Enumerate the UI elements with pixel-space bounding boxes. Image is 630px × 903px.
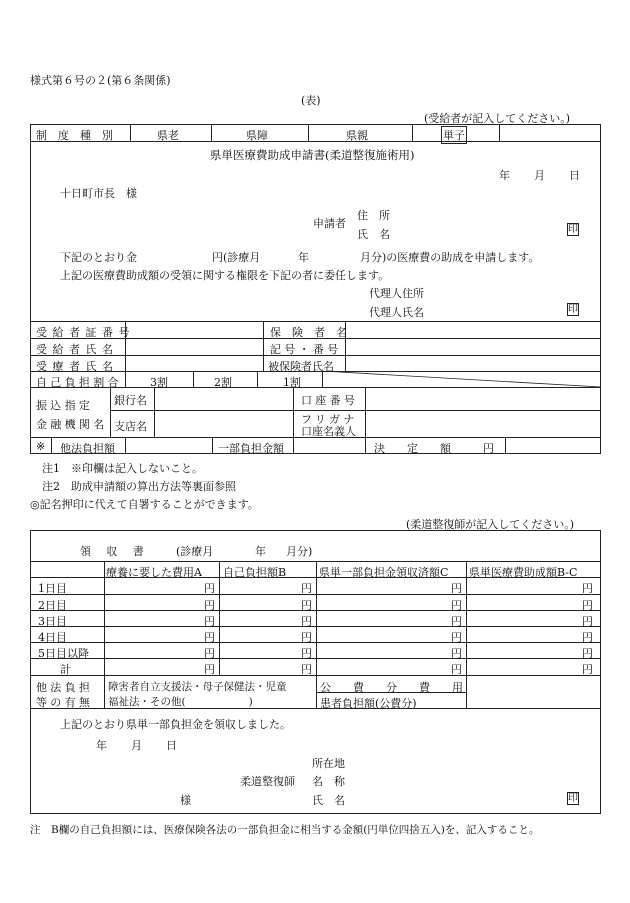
practitioner-label: 柔道整復師 — [240, 775, 295, 788]
note-2: 注2 助成申請額の算出方法等裏面参照 — [42, 480, 236, 493]
receipt-sama: 様 — [180, 794, 191, 807]
agent-address-label: 代理人住所 — [369, 287, 424, 300]
yen-mark: 円 — [204, 631, 215, 644]
yen-mark: 円 — [301, 631, 312, 644]
row-label-day1: 1日目 — [38, 582, 67, 595]
receipt-period-close: 月分) — [286, 545, 313, 558]
copay-option-3[interactable]: 3割 — [150, 376, 168, 389]
yen-mark: 円 — [204, 582, 215, 595]
receipt-day: 日 — [166, 739, 177, 752]
yen-mark: 円 — [451, 599, 462, 612]
yen-mark: 円 — [301, 615, 312, 628]
applicant-label: 申請者 — [313, 217, 346, 230]
partial-burden-label: 一部負担金額 — [218, 442, 284, 455]
applicant-seal: 印 — [568, 224, 578, 235]
other-law-text-2: 福祉法・その他( ) — [108, 696, 253, 708]
bank-institution-label: 金融機関名 — [36, 418, 108, 431]
other-law-label-2: 等の有無 — [36, 696, 94, 709]
patient-burden-label: 患者負担額(公費分) — [320, 697, 417, 710]
yen-mark: 円 — [301, 582, 312, 595]
bank-name-label: 銀行名 — [114, 394, 147, 407]
practitioner-seal: 印 — [568, 793, 578, 804]
apply-text-year: 年 — [298, 251, 309, 264]
public-expense-label: 公 費 分 費 用 — [320, 681, 463, 694]
row-label-day2: 2日目 — [38, 599, 67, 612]
front-label: (表) — [301, 94, 321, 107]
cert-number-label: 受給者証番号 — [36, 326, 135, 339]
receipt-period-year: 年 — [255, 545, 266, 558]
yen-mark: 円 — [204, 647, 215, 660]
date-month: 月 — [534, 169, 545, 182]
decided-amount-label: 決 定 額 — [374, 442, 451, 455]
insured-name-label: 被保険者氏名 — [268, 360, 334, 373]
copay-label: 自己負担割合 — [36, 376, 122, 389]
yen-mark: 円 — [451, 582, 462, 595]
yen-mark: 円 — [582, 615, 593, 628]
col-received-c: 県単一部負担金領収済額C — [319, 566, 449, 579]
row-label-day3: 3日目 — [38, 615, 67, 628]
decided-yen: 円 — [483, 442, 494, 455]
system-option-kenshou[interactable]: 県障 — [246, 129, 268, 142]
branch-name-label: 支店名 — [114, 420, 147, 433]
practitioner-title-label: 名 称 — [312, 775, 345, 788]
apply-text-rest: 月分)の医療費の助成を申請します。 — [360, 251, 540, 264]
other-burden-label: 他法負担額 — [60, 442, 115, 455]
form-number: 様式第６号の２(第６条関係) — [30, 74, 171, 87]
receipt-year: 年 — [96, 739, 107, 752]
other-law-text-1: 障害者自立支援法・母子保健法・児童 — [108, 681, 287, 693]
furigana-label: フリガナ — [301, 413, 358, 426]
practitioner-name-label: 氏 名 — [312, 794, 345, 807]
footer-note: 注 B欄の自己負担額には、医療保険各法の一部負担金に相当する金額(円単位四捨五入)を、記入すること。 — [30, 824, 540, 836]
practitioner-location-label: 所在地 — [312, 757, 345, 770]
practitioner-note: (柔道整復師が記入してください。) — [406, 518, 575, 531]
system-option-kenshin[interactable]: 県親 — [346, 129, 368, 142]
system-type-label: 制 度 種 別 — [36, 129, 113, 142]
row-label-day4: 4日目 — [38, 631, 67, 644]
copay-diagonal — [322, 371, 601, 387]
note-1: 注1 ※印欄は記入しないこと。 — [42, 462, 203, 475]
account-number-label: 口座番号 — [301, 394, 359, 407]
copay-option-2[interactable]: 2割 — [214, 376, 232, 389]
recipient-name-label: 受給者氏名 — [36, 343, 119, 356]
yen-mark: 円 — [204, 599, 215, 612]
receipt-month: 月 — [131, 739, 142, 752]
agent-name-label: 代理人氏名 — [369, 306, 424, 319]
recipient-note: (受給者が記入してください。) — [424, 112, 571, 125]
application-title: 県単医療費助成申請書(柔道整復施術用) — [210, 148, 415, 162]
col-copay-b: 自己負担額B — [223, 566, 287, 579]
system-option-kenrou[interactable]: 県老 — [157, 129, 179, 142]
yen-mark: 円 — [451, 663, 462, 676]
patient-name-label: 受療者氏名 — [36, 360, 119, 373]
copay-option-1[interactable]: 1割 — [283, 376, 301, 389]
yen-mark: 円 — [582, 647, 593, 660]
yen-mark: 円 — [301, 663, 312, 676]
bank-transfer-label: 振込指定 — [36, 399, 94, 412]
yen-mark: 円 — [451, 631, 462, 644]
date-day: 日 — [569, 169, 580, 182]
apply-text-amount: 下記のとおり金 — [60, 251, 137, 264]
yen-mark: 円 — [582, 631, 593, 644]
other-law-label-1: 他法負担 — [36, 681, 94, 694]
insurer-label: 保 険 者 名 — [270, 326, 347, 339]
col-cost-a: 療養に要した費用A — [106, 566, 202, 579]
note-3: ◎記名押印に代えて自署することができます。 — [30, 498, 259, 511]
yen-mark: 円 — [582, 663, 593, 676]
yen-mark: 円 — [204, 663, 215, 676]
addressee: 十日町市長 様 — [60, 187, 137, 200]
received-text: 上記のとおり県単一部負担金を領収しました。 — [60, 718, 291, 731]
account-holder-label: 口座名義人 — [301, 425, 356, 438]
system-option-tanshi[interactable]: 単子 — [441, 126, 467, 144]
agent-seal: 印 — [568, 304, 578, 315]
yen-mark: 円 — [301, 599, 312, 612]
applicant-address-label: 住 所 — [357, 209, 390, 222]
yen-mark: 円 — [204, 615, 215, 628]
symbol-number-label: 記号・番号 — [270, 343, 342, 356]
apply-text-month: 円(診療月 — [212, 251, 261, 264]
date-year: 年 — [499, 169, 510, 182]
receipt-period-open: (診療月 — [176, 545, 214, 558]
applicant-name-label: 氏 名 — [357, 228, 390, 241]
receipt-title: 領 収 書 — [80, 545, 146, 558]
row-label-total: 計 — [60, 663, 71, 676]
yen-mark: 円 — [451, 647, 462, 660]
delegation-text: 上記の医療費助成額の受領に関する権限を下記の者に委任します。 — [60, 269, 390, 282]
office-use-mark: ※ — [36, 440, 46, 453]
row-label-day5plus: 5日目以降 — [38, 647, 89, 660]
yen-mark: 円 — [582, 582, 593, 595]
yen-mark: 円 — [301, 647, 312, 660]
col-subsidy-bc: 県単医療費助成額B-C — [469, 566, 578, 579]
yen-mark: 円 — [451, 615, 462, 628]
yen-mark: 円 — [582, 599, 593, 612]
